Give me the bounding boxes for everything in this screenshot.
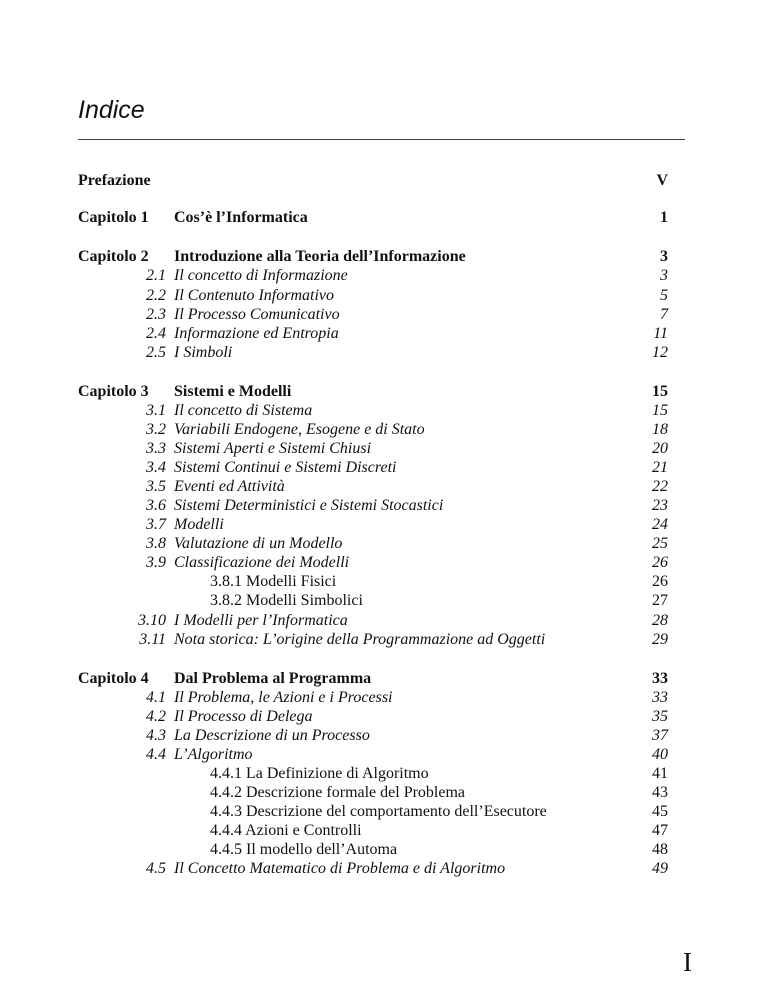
toc-entry-chapter-3[interactable]: [0, 382, 768, 402]
toc-entry-4-4-1[interactable]: [0, 764, 768, 784]
toc-entry-2-5[interactable]: [0, 343, 768, 363]
entry-page: 5: [660, 287, 668, 304]
entry-number: 3.10: [138, 612, 166, 629]
toc-entry-3-1[interactable]: [0, 401, 768, 421]
toc-entry-3-8-2[interactable]: [0, 591, 768, 611]
entry-page: 21: [652, 459, 668, 476]
entry-title: Eventi ed Attività: [174, 478, 285, 495]
toc-entry-3-8-1[interactable]: [0, 572, 768, 592]
entry-title: Nota storica: L’origine della Programmazione ad Oggetti: [174, 631, 546, 648]
entry-page: 26: [652, 573, 668, 590]
entry-page: 20: [652, 440, 668, 457]
toc-entry-4-1[interactable]: [0, 688, 768, 708]
entry-page: 12: [652, 344, 668, 361]
entry-page: 48: [652, 841, 668, 858]
entry-title: I Modelli per l’Informatica: [174, 612, 348, 629]
page-title: Indice: [78, 96, 145, 124]
entry-title: Modelli: [174, 516, 224, 533]
entry-page: 45: [652, 803, 668, 820]
toc-entry-4-4[interactable]: [0, 745, 768, 765]
entry-title: Cos’è l’Informatica: [174, 209, 308, 226]
entry-number: 2.3: [146, 306, 166, 323]
entry-page: 26: [652, 554, 668, 571]
entry-number: 3.4: [146, 459, 166, 476]
toc-entry-4-4-5[interactable]: [0, 840, 768, 860]
entry-number: 3.5: [146, 478, 166, 495]
entry-number: Capitolo 3: [78, 383, 149, 400]
entry-page: 3: [660, 267, 668, 284]
entry-title: Il concetto di Informazione: [174, 267, 348, 284]
toc-entry-3-9[interactable]: [0, 553, 768, 573]
toc-entry-2-2[interactable]: [0, 286, 768, 306]
entry-title: L’Algoritmo: [174, 746, 253, 763]
page-number: I: [683, 947, 692, 977]
entry-title: Il concetto di Sistema: [174, 402, 313, 419]
entry-page: 29: [652, 631, 668, 648]
toc-entry-3-2[interactable]: [0, 420, 768, 440]
entry-page: 33: [652, 670, 668, 687]
entry-number: 3.9: [146, 554, 166, 571]
entry-page: 25: [652, 535, 668, 552]
entry-number: 4.3: [146, 727, 166, 744]
entry-title: 4.4.1 La Definizione di Algoritmo: [210, 765, 429, 782]
entry-number: 3.8: [146, 535, 166, 552]
entry-number: 2.2: [146, 287, 166, 304]
entry-page: 3: [660, 248, 668, 265]
entry-number: 2.1: [146, 267, 166, 284]
entry-number: 4.5: [146, 860, 166, 877]
entry-title: Prefazione: [78, 172, 151, 189]
title-rule: [78, 139, 685, 140]
entry-title: Valutazione di un Modello: [174, 535, 343, 552]
toc-entry-3-4[interactable]: [0, 458, 768, 478]
toc-entry-2-4[interactable]: [0, 324, 768, 344]
toc-entry-4-5[interactable]: [0, 859, 768, 879]
entry-number: 4.4: [146, 746, 166, 763]
entry-title: La Descrizione di un Processo: [174, 727, 370, 744]
entry-title: Il Problema, le Azioni e i Processi: [174, 689, 393, 706]
entry-title: 4.4.3 Descrizione del comportamento dell’Esecutore: [210, 803, 547, 820]
entry-page: 18: [652, 421, 668, 438]
entry-title: Dal Problema al Programma: [174, 670, 372, 687]
entry-title: 4.4.4 Azioni e Controlli: [210, 822, 362, 839]
entry-page: 28: [652, 612, 668, 629]
entry-title: Variabili Endogene, Esogene e di Stato: [174, 421, 425, 438]
entry-number: 2.5: [146, 344, 166, 361]
toc-entry-preface[interactable]: [0, 171, 768, 191]
entry-title: 3.8.1 Modelli Fisici: [210, 573, 337, 590]
toc-entry-chapter-1[interactable]: [0, 208, 768, 228]
toc-entry-4-4-4[interactable]: [0, 821, 768, 841]
entry-title: Il Contenuto Informativo: [174, 287, 334, 304]
entry-title: Il Processo Comunicativo: [174, 306, 340, 323]
toc-entry-4-4-3[interactable]: [0, 802, 768, 822]
entry-page: 49: [652, 860, 668, 877]
entry-number: 3.2: [146, 421, 166, 438]
toc-entry-4-4-2[interactable]: [0, 783, 768, 803]
entry-title: Informazione ed Entropia: [174, 325, 339, 342]
entry-title: 3.8.2 Modelli Simbolici: [210, 592, 363, 609]
entry-page: 43: [652, 784, 668, 801]
entry-page: V: [656, 172, 668, 189]
entry-page: 33: [652, 689, 668, 706]
toc-entry-3-3[interactable]: [0, 439, 768, 459]
toc-entry-2-1[interactable]: [0, 266, 768, 286]
entry-number: Capitolo 1: [78, 209, 149, 226]
entry-title: Sistemi Aperti e Sistemi Chiusi: [174, 440, 372, 457]
entry-page: 1: [660, 209, 668, 226]
entry-page: 11: [653, 325, 668, 342]
toc-entry-4-2[interactable]: [0, 707, 768, 727]
entry-page: 23: [652, 497, 668, 514]
toc-entry-chapter-4[interactable]: [0, 669, 768, 689]
entry-title: Sistemi e Modelli: [174, 383, 292, 400]
entry-number: 4.1: [146, 689, 166, 706]
toc-entry-3-10[interactable]: [0, 611, 768, 631]
toc-entry-chapter-2[interactable]: [0, 247, 768, 267]
entry-number: 3.11: [139, 631, 166, 648]
entry-number: Capitolo 2: [78, 248, 149, 265]
entry-number: Capitolo 4: [78, 670, 149, 687]
toc-entry-3-6[interactable]: [0, 496, 768, 516]
entry-page: 24: [652, 516, 668, 533]
entry-title: Il Processo di Delega: [174, 708, 313, 725]
entry-page: 15: [652, 402, 668, 419]
entry-page: 41: [652, 765, 668, 782]
entry-number: 3.3: [146, 440, 166, 457]
entry-title: 4.4.5 Il modello dell’Automa: [210, 841, 398, 858]
toc-entry-4-3[interactable]: [0, 726, 768, 746]
entry-number: 3.7: [146, 516, 166, 533]
entry-page: 15: [652, 383, 668, 400]
entry-page: 40: [652, 746, 668, 763]
toc-entry-3-11[interactable]: [0, 630, 768, 650]
entry-number: 4.2: [146, 708, 166, 725]
entry-number: 3.6: [146, 497, 166, 514]
toc-entry-3-8[interactable]: [0, 534, 768, 554]
entry-page: 22: [652, 478, 668, 495]
toc-entry-3-5[interactable]: [0, 477, 768, 497]
entry-title: Il Concetto Matematico di Problema e di Algoritmo: [174, 860, 506, 877]
entry-page: 7: [660, 306, 668, 323]
entry-page: 37: [652, 727, 668, 744]
entry-number: 2.4: [146, 325, 166, 342]
entry-title: Introduzione alla Teoria dell’Informazione: [174, 248, 466, 265]
entry-title: I Simboli: [174, 344, 233, 361]
entry-page: 27: [652, 592, 668, 609]
entry-page: 35: [652, 708, 668, 725]
entry-title: 4.4.2 Descrizione formale del Problema: [210, 784, 466, 801]
entry-number: 3.1: [146, 402, 166, 419]
entry-title: Sistemi Deterministici e Sistemi Stocastici: [174, 497, 444, 514]
toc-entry-3-7[interactable]: [0, 515, 768, 535]
entry-title: Sistemi Continui e Sistemi Discreti: [174, 459, 397, 476]
entry-title: Classificazione dei Modelli: [174, 554, 350, 571]
toc-entry-2-3[interactable]: [0, 305, 768, 325]
entry-page: 47: [652, 822, 668, 839]
